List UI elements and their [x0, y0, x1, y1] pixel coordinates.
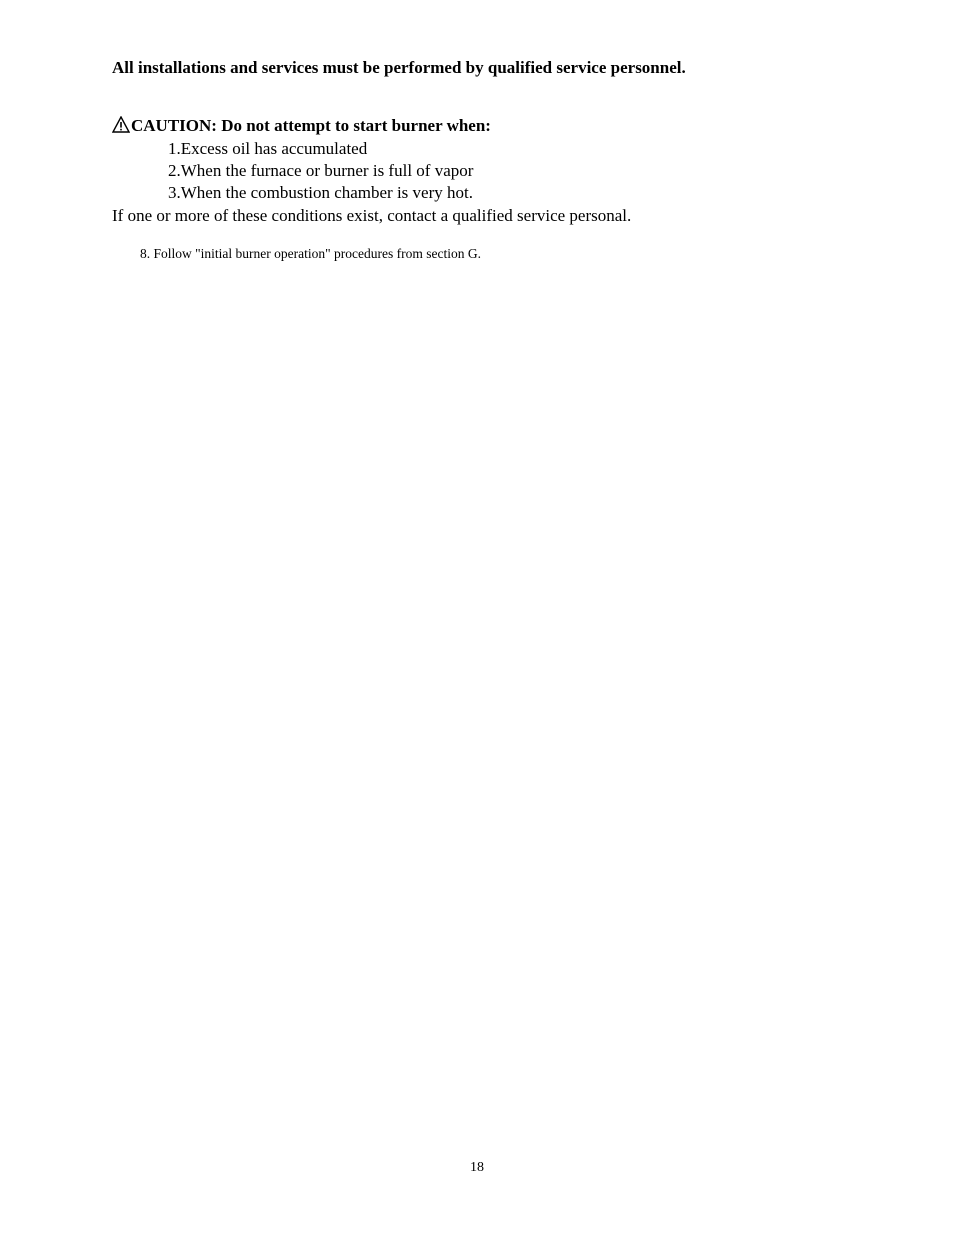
caution-heading [112, 115, 491, 137]
list-item: 3.When the combustion chamber is very hot. [168, 183, 473, 202]
list-item: 2.When the furnace or burner is full of vapor [168, 161, 474, 180]
list-item: 1.Excess oil has accumulated [168, 139, 368, 158]
procedure-step-8: 8. Follow "initial burner operation" procedures from section G. [140, 246, 481, 261]
caution-heading-text: CAUTION: Do not attempt to start burner when: [131, 116, 491, 135]
warning-triangle-icon [112, 116, 130, 133]
page-number: 18 [470, 1160, 484, 1175]
caution-conditions-list [168, 138, 473, 204]
contact-service-note: If one or more of these conditions exist, contact a qualified service personal. [112, 206, 632, 225]
qualified-personnel-notice: All installations and services must be performed by qualified service personnel. [112, 58, 686, 77]
